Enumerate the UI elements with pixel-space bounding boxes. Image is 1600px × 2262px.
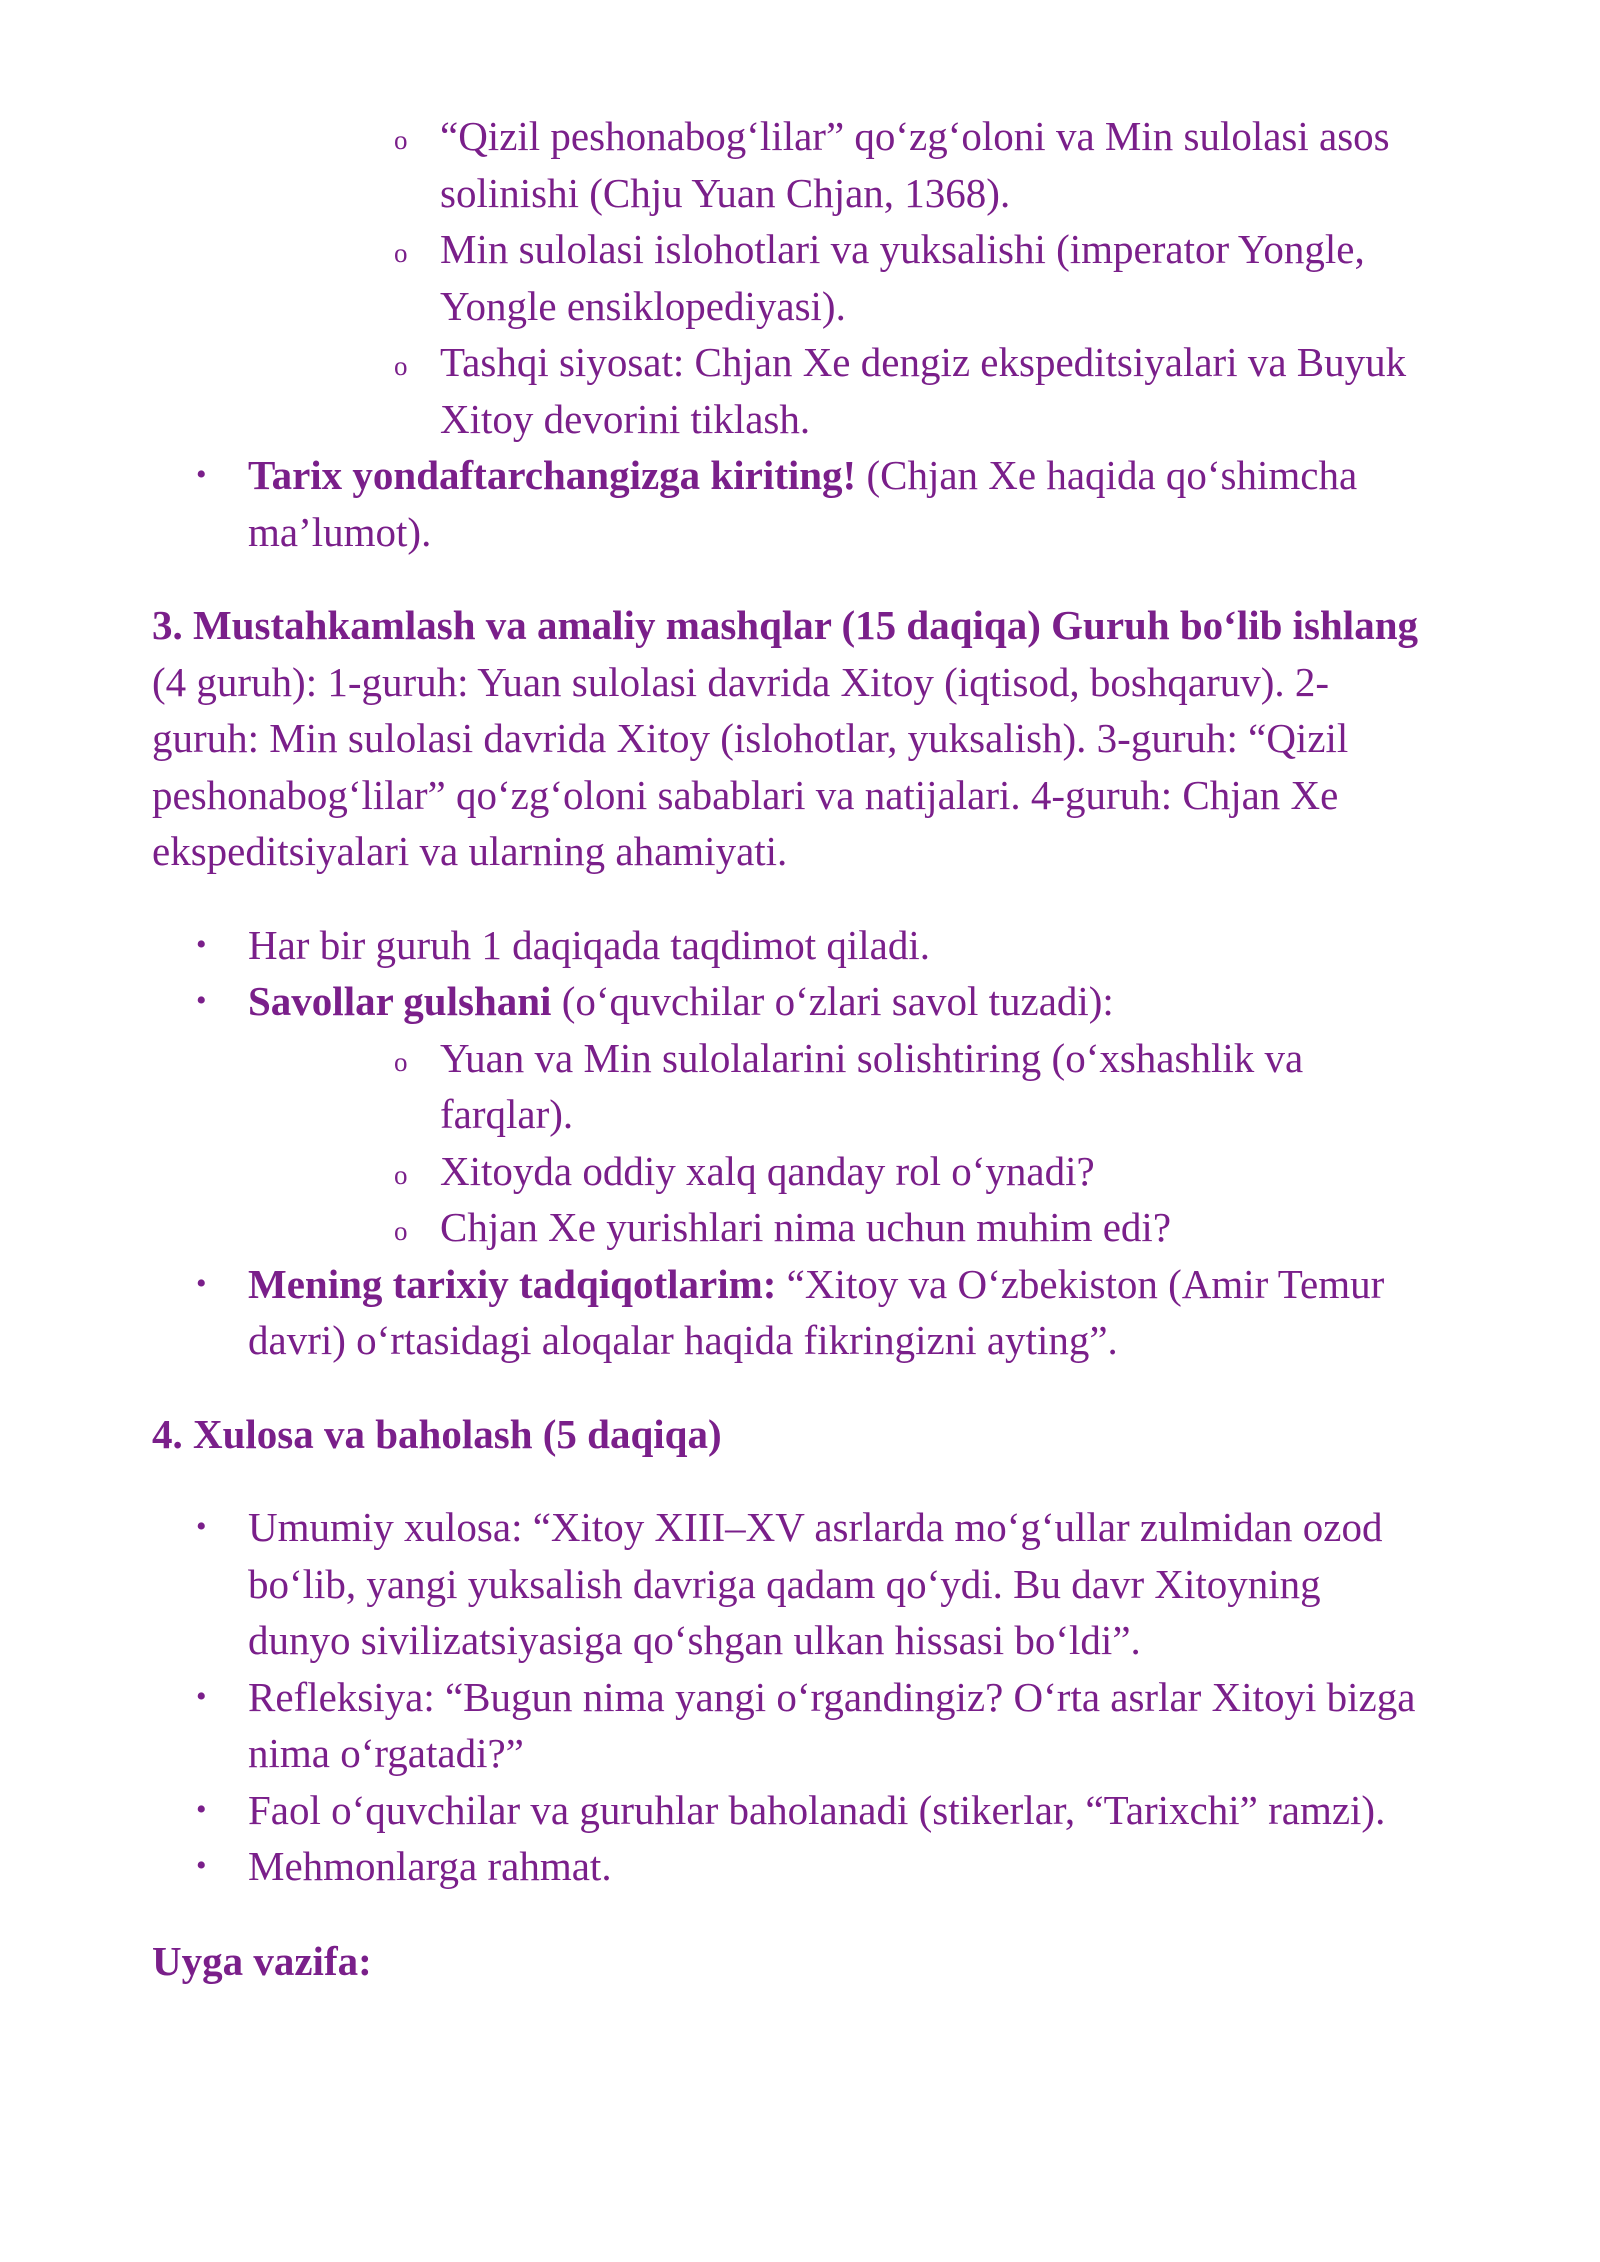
- section-heading: 3. Mustahkamlash va amaliy mashqlar (15 daqiqa): [152, 602, 1041, 648]
- list-item: • Har bir guruh 1 daqiqada taqdimot qiladi.: [152, 917, 1432, 974]
- top-sublist: [248, 108, 1432, 447]
- bold-lead: Mening tarixiy tadqiqotlarim:: [248, 1260, 777, 1307]
- bold-lead: Savollar gulshani: [248, 978, 552, 1024]
- list-text: “Xitoy va O‘zbekiston (Amir Temur davri) o‘rtasidagi aloqalar haqida fikringizni ayting”.: [248, 1260, 1385, 1363]
- sublist-item: o Xitoyda oddiy xalq qanday rol o‘ynadi?: [248, 1143, 1432, 1200]
- sublist-item: o “Qizil peshonabog‘lilar” qo‘zg‘oloni va Min sulolasi asos solinishi (Chju Yuan Chjan, 1368).: [248, 108, 1432, 221]
- document-page: [152, 108, 1432, 1989]
- list-item: [152, 447, 1432, 560]
- list-item: [152, 1030, 1432, 1256]
- section3-list: [152, 917, 1432, 1369]
- sublist-item: o Tashqi siyosat: Chjan Xe dengiz ekspeditsiyalari va Buyuk Xitoy devorini tiklash.: [248, 334, 1432, 447]
- bold-lead: Guruh bo‘lib ishlang: [1051, 602, 1419, 648]
- homework-heading: Uyga vazifa:: [152, 1937, 372, 1984]
- list-item: [152, 1256, 1432, 1369]
- bold-lead: Tarix yondaftarchangizga kiriting!: [248, 452, 857, 498]
- list-item: • Faol o‘quvchilar va guruhlar baholanadi (stikerlar, “Tarixchi” ramzi).: [152, 1782, 1432, 1839]
- paragraph-text: (4 guruh): 1-guruh: Yuan sulolasi davrida Xitoy (iqtisod, boshqaruv). 2-guruh: Min sulolasi davrida Xitoy (islohotlar, yuksalish). 3-guruh: “Qizil peshonabog‘lilar” qo‘zg‘oloni sabablari va natijalari. 4-guruh: Chjan Xe ekspeditsiyalari va ularning ahamiyati.: [152, 658, 1349, 874]
- section4-list: [152, 1499, 1432, 1895]
- list-item: • Refleksiya: “Bugun nima yangi o‘rgandingiz? O‘rta asrlar Xitoyi bizga nima o‘rgatadi?”: [152, 1669, 1432, 1782]
- list-item: • Mehmonlarga rahmat.: [152, 1838, 1432, 1895]
- list-item: • Umumiy xulosa: “Xitoy XIII–XV asrlarda mo‘g‘ullar zulmidan ozod bo‘lib, yangi yuksalish davriga qadam qo‘ydi. Bu davr Xitoyning dunyo sivilizatsiyasiga qo‘shgan ulkan hissasi bo‘ldi”.: [152, 1499, 1432, 1669]
- list-text: (Chjan Xe haqida qo‘shimcha ma’lumot).: [248, 452, 1358, 555]
- top-list: [152, 108, 1432, 560]
- section3-paragraph: [152, 597, 1432, 880]
- sublist-item: o Chjan Xe yurishlari nima uchun muhim edi?: [248, 1199, 1432, 1256]
- sublist-item: o Yuan va Min sulolalarini solishtiring (o‘xshashlik va farqlar).: [248, 1030, 1432, 1143]
- list-text: (o‘quvchilar o‘zlari savol tuzadi):: [551, 978, 1114, 1024]
- sublist-item: o Min sulolasi islohotlari va yuksalishi (imperator Yongle, Yongle ensiklopediyasi).: [248, 221, 1432, 334]
- list-item: [152, 108, 1432, 447]
- list-item: [152, 973, 1432, 1030]
- questions-sublist: [248, 1030, 1432, 1256]
- section-heading: 4. Xulosa va baholash (5 daqiqa): [152, 1410, 722, 1457]
